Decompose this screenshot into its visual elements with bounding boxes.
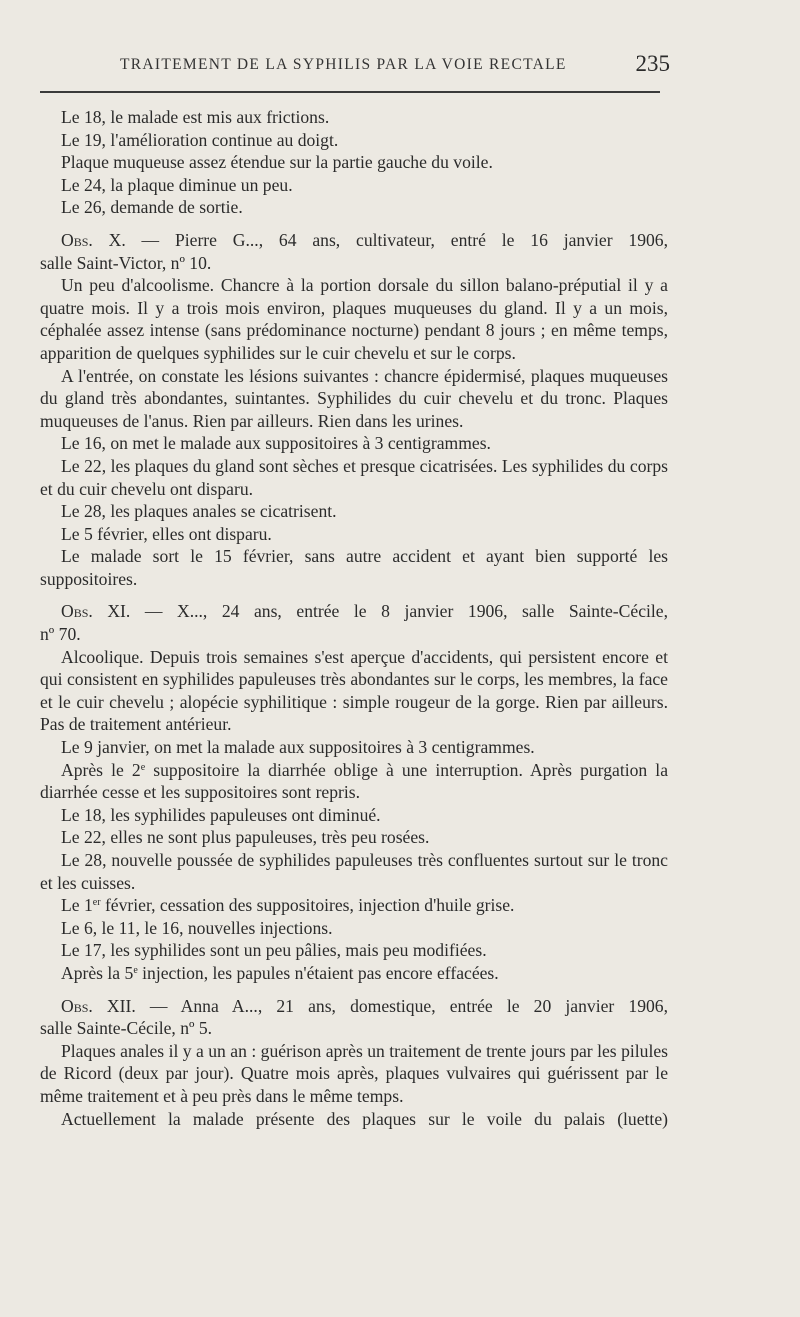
- paragraph: Le 28, nouvelle poussée de syphilides papuleuses très confluentes surtout sur le tronc et les cuisses.: [40, 850, 668, 893]
- paragraph: Le malade sort le 15 février, sans autre accident et ayant bien supporté les suppositoires.: [40, 546, 668, 589]
- text-line: Le 18, le malade est mis aux frictions.: [61, 107, 330, 127]
- observation-intro: — X..., 24 ans, entrée le 8 janvier 1906, salle Sainte-Cécile,: [130, 601, 668, 622]
- paragraph-text: Le 1: [61, 895, 93, 916]
- paragraph: Le 9 janvier, on met la malade aux suppositoires à 3 centigrammes.: [61, 737, 535, 758]
- observation-x: [40, 229, 668, 591]
- observation-heading: [40, 229, 668, 252]
- page-body: [40, 106, 668, 1130]
- paragraph: Le 16, on met le malade aux suppositoires à 3 centigrammes.: [61, 433, 491, 454]
- page-number: 235: [635, 51, 670, 76]
- paragraph: Le 22, elles ne sont plus papuleuses, très peu rosées.: [61, 827, 430, 848]
- observation-intro: — Pierre G..., 64 ans, cultivateur, entré le 16 janvier 1906,: [125, 229, 668, 250]
- paragraph-text: injection, les papules n'étaient pas encore effacées.: [137, 962, 499, 983]
- paragraph: [40, 894, 668, 917]
- paragraph: Un peu d'alcoolisme. Chancre à la portion dorsale du sillon balano-préputial il y a quatre mois. Il y a trois mois environ, plaques muqueuses du gland. Il y a un mois, céphalée assez intense (sans prédominance nocturne) pendant 8 jours ; en même temps, apparition de quelques syphilides sur le cuir chevelu et sur le corps.: [40, 275, 668, 363]
- observation-intro-cont: salle Sainte-Cécile, nº 5.: [40, 1018, 213, 1039]
- superscript: er: [92, 897, 101, 909]
- superscript: e: [140, 761, 146, 773]
- paragraph: Le 6, le 11, le 16, nouvelles injections.: [61, 917, 333, 938]
- header-rule: [40, 91, 660, 93]
- observation-heading: [40, 600, 668, 623]
- paragraph: [40, 962, 668, 985]
- observation-xii: [40, 995, 668, 1131]
- observation-label: Obs. X.: [61, 229, 126, 250]
- paragraph: A l'entrée, on constate les lésions suivantes : chancre épidermisé, plaques muqueuses du gland très abondantes, suintantes. Syphilides du cuir chevelu et du tronc. Plaques muqueuses de l'anus. Rien par ailleurs. Rien dans les urines.: [40, 365, 668, 431]
- paragraph-text: suppositoire la diarrhée oblige à une interruption. Après purgation la diarrhée cesse et les suppositoires sont repris.: [40, 759, 668, 803]
- text-line: Le 26, demande de sortie.: [61, 197, 243, 218]
- text-line: Le 19, l'amélioration continue au doigt.: [61, 129, 339, 150]
- observation-label: Obs. XII.: [61, 995, 136, 1016]
- text-line: Le 24, la plaque diminue un peu.: [61, 174, 293, 195]
- paragraph-text: Après le 2: [61, 759, 141, 780]
- observation-intro-cont: salle Saint-Victor, nº 10.: [40, 252, 212, 273]
- paragraph: Plaques anales il y a un an : guérison après un traitement de trente jours par les pilules de Ricord (deux par jour). Quatre mois après, plaques vulvaires qui guérissent par le même traitement et à peu près dans le même temps.: [40, 1040, 668, 1106]
- observation-intro-cont: nº 70.: [40, 624, 81, 645]
- paragraph: Le 17, les syphilides sont un peu pâlies, mais peu modifiées.: [61, 940, 487, 961]
- observation-label: Obs. XI.: [61, 601, 131, 622]
- paragraph: [40, 759, 668, 804]
- running-title: TRAITEMENT DE LA SYPHILIS PAR LA VOIE RECTALE: [120, 56, 567, 73]
- paragraph: Actuellement la malade présente des plaques sur le voile du palais (luette): [61, 1108, 668, 1129]
- paragraph-text: février, cessation des suppositoires, injection d'huile grise.: [100, 895, 515, 916]
- paragraph: Le 5 février, elles ont disparu.: [61, 523, 272, 544]
- paragraph: Le 18, les syphilides papuleuses ont diminué.: [61, 804, 381, 825]
- page-header: [40, 52, 670, 82]
- superscript: e: [133, 964, 138, 976]
- observation-xi: [40, 600, 668, 984]
- paragraph: Alcoolique. Depuis trois semaines s'est aperçue d'accidents, qui persistent encore et qui consistent en syphilides papuleuses très abondantes sur le corps, les membres, la face et le cuir chevelu ; alopécie syphilitique : simple rougeur de la gorge. Rien par ailleurs. Pas de traitement antérieur.: [40, 646, 668, 735]
- observation-heading: [40, 995, 668, 1018]
- text-line: Plaque muqueuse assez étendue sur la partie gauche du voile.: [61, 152, 493, 173]
- paragraph: Le 22, les plaques du gland sont sèches et presque cicatrisées. Les syphilides du corps et du cuir chevelu ont disparu.: [40, 455, 668, 499]
- paragraph-text: Après la 5: [61, 962, 134, 983]
- paragraph: Le 28, les plaques anales se cicatrisent.: [61, 501, 337, 522]
- observation-intro: — Anna A..., 21 ans, domestique, entrée le 20 janvier 1906,: [135, 995, 668, 1016]
